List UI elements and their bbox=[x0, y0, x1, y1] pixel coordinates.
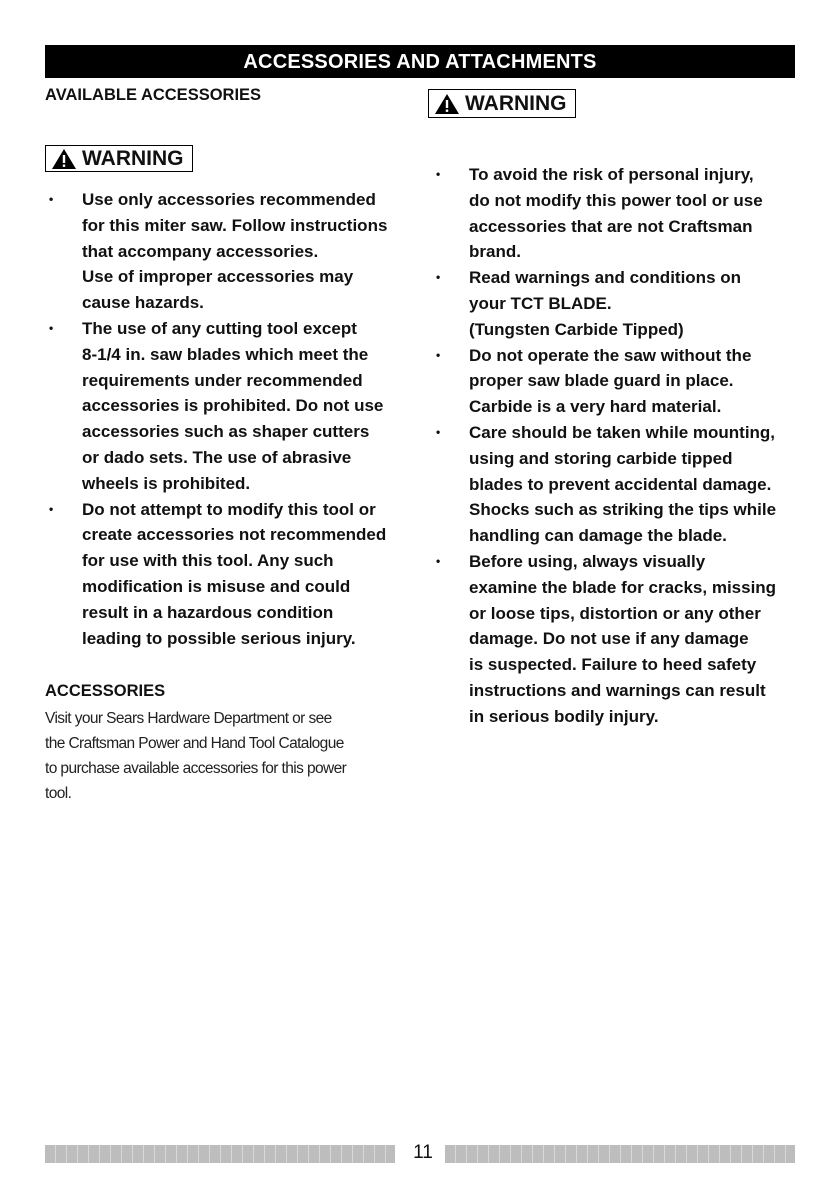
list-item-line bbox=[45, 419, 387, 445]
list-item-text: for use with this tool. Any such bbox=[82, 551, 334, 571]
list-item-text: Do not operate the saw without the bbox=[469, 345, 752, 365]
footer-rule-left bbox=[45, 1145, 395, 1163]
list-item-text: your TCT BLADE. bbox=[469, 293, 612, 313]
list-item-line bbox=[45, 213, 387, 239]
section-banner: ACCESSORIES AND ATTACHMENTS bbox=[45, 45, 795, 78]
list-item-line bbox=[45, 600, 387, 626]
list-item-line bbox=[432, 446, 776, 472]
list-item-text: using and storing carbide tipped bbox=[469, 448, 733, 468]
list-item bbox=[432, 343, 776, 369]
body-line: tool. bbox=[45, 785, 72, 802]
list-item-line bbox=[432, 678, 776, 704]
list-item-line bbox=[45, 368, 387, 394]
list-item bbox=[45, 187, 387, 213]
list-item-text: for this miter saw. Follow instructions bbox=[82, 215, 388, 235]
warning-triangle-icon bbox=[435, 94, 459, 114]
list-item-text: is suspected. Failure to heed safety bbox=[469, 655, 757, 675]
list-item-text: Before using, always visually bbox=[469, 551, 706, 571]
list-item-text: To avoid the risk of personal injury, bbox=[469, 165, 754, 184]
list-item-line bbox=[432, 704, 776, 730]
warning-box-left bbox=[45, 145, 193, 172]
warning-label: WARNING bbox=[465, 91, 567, 115]
list-item bbox=[45, 497, 387, 523]
list-item-text: Use only accessories recommended bbox=[82, 190, 376, 209]
accessories-heading: ACCESSORIES bbox=[45, 682, 166, 700]
list-item-line bbox=[432, 575, 776, 601]
list-item-text: instructions and warnings can result bbox=[469, 680, 766, 700]
list-item-text: or dado sets. The use of abrasive bbox=[82, 447, 352, 467]
warning-triangle-icon bbox=[52, 149, 76, 169]
bullet-icon: • bbox=[436, 167, 441, 181]
right-warning-list bbox=[432, 162, 776, 730]
list-item-text: handling can damage the blade. bbox=[469, 526, 727, 546]
list-item-text: brand. bbox=[469, 242, 521, 262]
list-item-text: wheels is prohibited. bbox=[82, 473, 251, 493]
list-item-line bbox=[45, 471, 387, 497]
list-item-text: in serious bodily injury. bbox=[469, 706, 659, 726]
list-item-text: Carbide is a very hard material. bbox=[469, 397, 722, 417]
list-item-line bbox=[432, 394, 776, 420]
bullet-icon: • bbox=[436, 424, 441, 439]
body-line: the Craftsman Power and Hand Tool Catalogue bbox=[45, 735, 344, 752]
list-item-text: examine the blade for cracks, missing bbox=[469, 577, 777, 597]
list-item-text: (Tungsten Carbide Tipped) bbox=[469, 319, 684, 339]
list-item-line bbox=[45, 290, 387, 316]
list-item-text: 8-1/4 in. saw blades which meet the bbox=[82, 344, 369, 364]
list-item-line bbox=[432, 497, 776, 523]
bullet-icon: • bbox=[436, 553, 441, 568]
list-item-text: Do not attempt to modify this tool or bbox=[82, 499, 376, 519]
list-item-text: The use of any cutting tool except bbox=[82, 318, 357, 338]
page-number: 11 bbox=[413, 1142, 433, 1163]
list-item-text: blades to prevent accidental damage. bbox=[469, 474, 772, 494]
footer-rule-right bbox=[445, 1145, 795, 1163]
list-item-line bbox=[432, 317, 776, 343]
list-item-text: Read warnings and conditions on bbox=[469, 268, 742, 288]
list-item-line bbox=[45, 342, 387, 368]
list-item-text: damage. Do not use if any damage bbox=[469, 629, 749, 649]
list-item-line bbox=[432, 368, 776, 394]
list-item-text: leading to possible serious injury. bbox=[82, 628, 356, 648]
body-line: Visit your Sears Hardware Department or see bbox=[45, 710, 332, 727]
bullet-icon: • bbox=[49, 501, 54, 516]
list-item-text: Use of improper accessories may bbox=[82, 267, 354, 287]
list-item-text: do not modify this power tool or use bbox=[469, 190, 763, 210]
list-item-text: accessories that are not Craftsman bbox=[469, 216, 753, 236]
bullet-icon: • bbox=[49, 192, 54, 206]
list-item-line bbox=[45, 445, 387, 471]
list-item-line bbox=[432, 188, 776, 214]
list-item-line bbox=[45, 239, 387, 265]
list-item-text: or loose tips, distortion or any other bbox=[469, 603, 761, 623]
available-accessories-heading: AVAILABLE ACCESSORIES bbox=[45, 86, 262, 104]
list-item-text: accessories such as shaper cutters bbox=[82, 422, 370, 442]
list-item-text: proper saw blade guard in place. bbox=[469, 371, 734, 391]
list-item-text: create accessories not recommended bbox=[82, 525, 387, 545]
list-item bbox=[432, 162, 776, 188]
list-item-line bbox=[45, 574, 387, 600]
list-item-text: cause hazards. bbox=[82, 293, 204, 313]
list-item-line bbox=[45, 264, 387, 290]
list-item-line bbox=[432, 291, 776, 317]
bullet-icon: • bbox=[49, 320, 54, 335]
list-item-line bbox=[432, 523, 776, 549]
accessories-body bbox=[45, 706, 346, 806]
list-item-text: result in a hazardous condition bbox=[82, 602, 334, 622]
list-item-line bbox=[45, 548, 387, 574]
list-item-line bbox=[432, 601, 776, 627]
list-item-line bbox=[45, 522, 387, 548]
list-item bbox=[432, 549, 776, 575]
list-item-line bbox=[432, 239, 776, 265]
list-item-line bbox=[432, 626, 776, 652]
list-item-text: accessories is prohibited. Do not use bbox=[82, 396, 384, 416]
list-item-text: that accompany accessories. bbox=[82, 241, 319, 261]
list-item-line bbox=[432, 652, 776, 678]
list-item-text: requirements under recommended bbox=[82, 370, 363, 390]
body-line: to purchase available accessories for this power bbox=[45, 760, 347, 777]
list-item bbox=[45, 316, 387, 342]
list-item-text: Care should be taken while mounting, bbox=[469, 422, 776, 442]
list-item-text: modification is misuse and could bbox=[82, 576, 351, 596]
list-item bbox=[432, 265, 776, 291]
list-item-line bbox=[45, 626, 387, 652]
list-item-line bbox=[45, 393, 387, 419]
left-warning-list bbox=[45, 187, 387, 651]
warning-box-right bbox=[428, 89, 576, 118]
warning-label: WARNING bbox=[82, 146, 184, 170]
list-item-line bbox=[432, 214, 776, 240]
list-item-line bbox=[432, 472, 776, 498]
bullet-icon: • bbox=[436, 270, 441, 285]
list-item bbox=[432, 420, 776, 446]
bullet-icon: • bbox=[436, 347, 441, 362]
list-item-text: Shocks such as striking the tips while bbox=[469, 500, 777, 520]
